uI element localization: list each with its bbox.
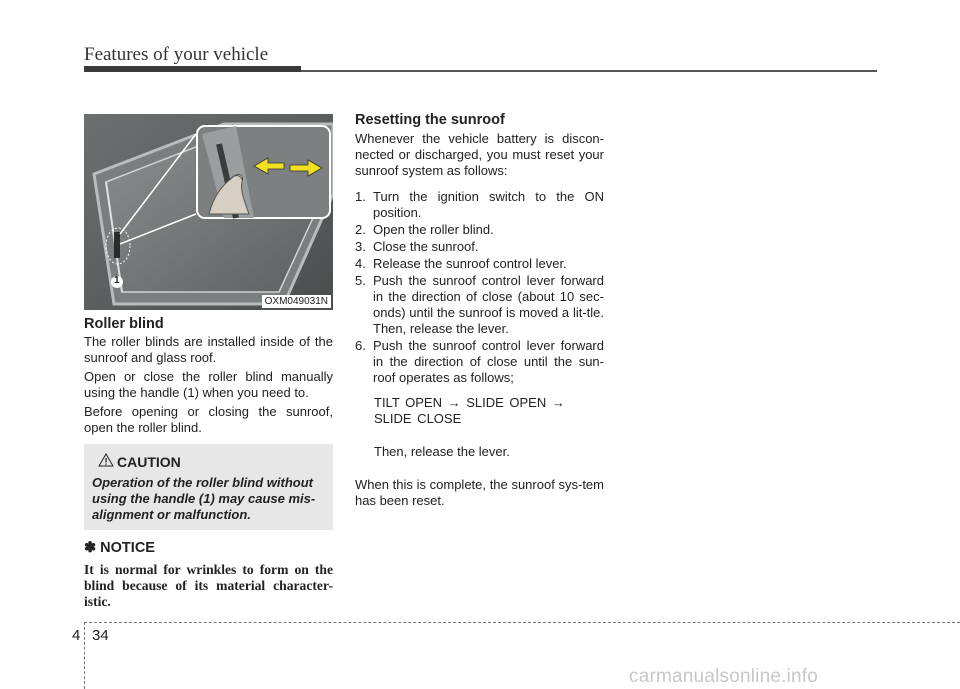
reset-complete-text: When this is complete, the sunroof sys-tem has been reset. xyxy=(355,477,604,508)
list-item: 5. Push the sunroof control lever forward in the direction of close (about 10 sec-onds) until the sunroof is moved a lit-tle. Then, release the lever. xyxy=(355,273,604,336)
list-item: 4. Release the sunroof control lever. xyxy=(355,256,567,271)
roller-blind-paragraph-3: Before opening or closing the sunroof, open the roller blind. xyxy=(84,404,333,435)
reset-sunroof-heading: Resetting the sunroof xyxy=(355,112,505,128)
figure-callout-1: 1 xyxy=(114,275,120,286)
chapter-number: 4 xyxy=(72,627,81,644)
caution-text: Operation of the roller blind without using the handle (1) may cause mis-alignment or malfunction. xyxy=(92,475,316,522)
page-header-title: Features of your vehicle xyxy=(84,44,269,65)
sunroof-roller-blind-illustration xyxy=(84,114,333,310)
footer-rule xyxy=(84,622,960,623)
release-lever-note: Then, release the lever. xyxy=(374,444,510,459)
reset-intro: Whenever the vehicle battery is discon-nected or discharged, you must reset your sunroof system as follows: xyxy=(355,131,604,178)
reset-steps-list xyxy=(355,189,604,387)
header-rule-thick xyxy=(84,66,301,72)
list-item: 3. Close the sunroof. xyxy=(355,239,479,254)
footer-divider xyxy=(84,622,85,689)
sunroof-operation-sequence: TILT OPEN → SLIDE OPEN → SLIDE CLOSE xyxy=(374,395,565,426)
caution-title: CAUTION xyxy=(117,454,181,470)
figure-code: OXM049031N xyxy=(262,295,331,308)
warning-triangle-icon xyxy=(98,453,114,467)
list-item: 2. Open the roller blind. xyxy=(355,222,494,237)
header-rule-thin xyxy=(301,70,877,72)
caution-box xyxy=(84,444,333,530)
page-number: 34 xyxy=(92,627,109,644)
notice-text: It is normal for wrinkles to form on the blind because of its material character-istic. xyxy=(84,562,333,609)
notice-heading: ✽ NOTICE xyxy=(84,540,155,556)
list-item: 6. Push the sunroof control lever forward in the direction of close until the sun-roof operates as follows; xyxy=(355,338,604,385)
roller-blind-heading: Roller blind xyxy=(84,316,164,332)
roller-blind-paragraph-1: The roller blinds are installed inside of the sunroof and glass roof. xyxy=(84,334,333,365)
watermark: carmanualsonline.info xyxy=(629,666,819,687)
list-item: 1. Turn the ignition switch to the ON position. xyxy=(355,189,604,220)
roller-blind-paragraph-2: Open or close the roller blind manually using the handle (1) when you need to. xyxy=(84,369,333,400)
